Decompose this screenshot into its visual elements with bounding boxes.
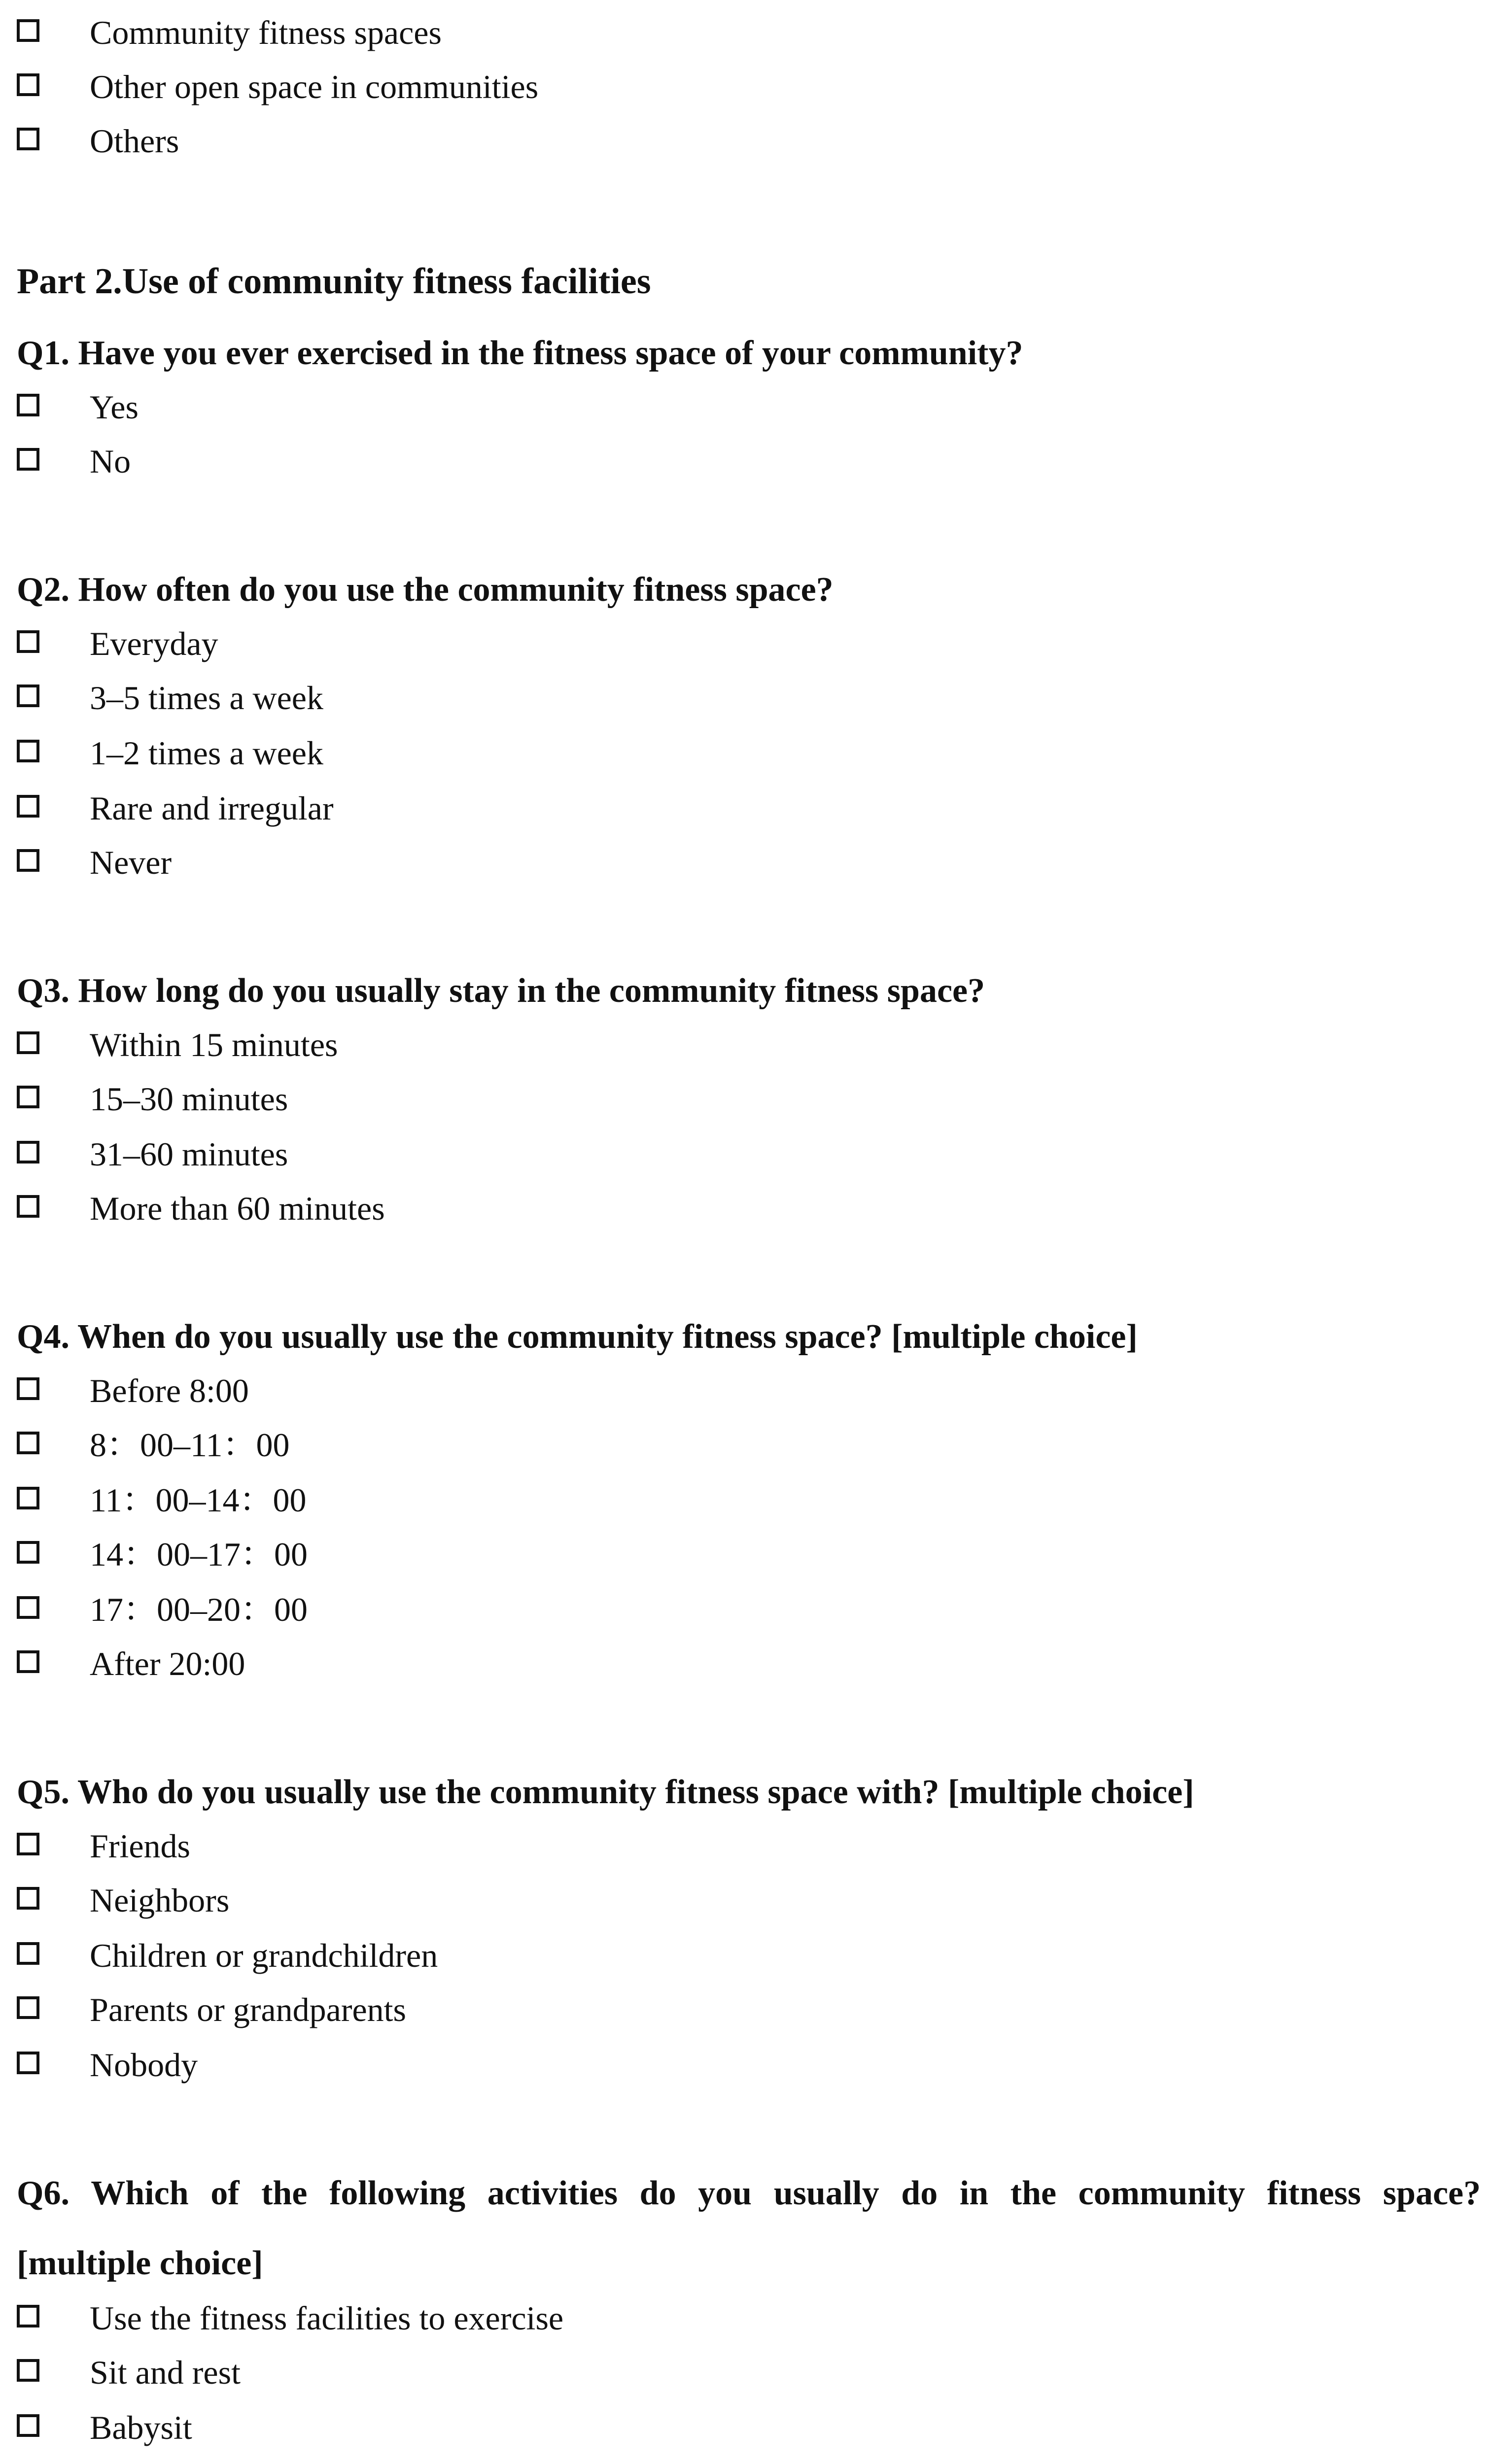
q2-question: Q2. How often do you use the community fitness space? <box>17 571 834 609</box>
checkbox[interactable] <box>17 1942 39 1965</box>
option-label: 1–2 times a week <box>90 734 323 772</box>
checkbox[interactable] <box>17 1487 39 1509</box>
q5-question: Q5. Who do you usually use the community fitness space with? [multiple choice] <box>17 1773 1194 1811</box>
checkbox[interactable] <box>17 1086 39 1108</box>
checkbox[interactable] <box>17 1031 39 1054</box>
option-label: Babysit <box>90 2409 192 2446</box>
option-label: 15–30 minutes <box>90 1080 288 1118</box>
checkbox[interactable] <box>17 1377 39 1400</box>
option-label: Others <box>90 122 179 160</box>
q3-question: Q3. How long do you usually stay in the community fitness space? <box>17 972 985 1010</box>
option-label: Sit and rest <box>90 2354 241 2391</box>
checkbox[interactable] <box>17 2305 39 2327</box>
checkbox[interactable] <box>17 1141 39 1164</box>
option-label: 17：00–20：00 <box>90 1591 308 1628</box>
option-label: Everyday <box>90 625 218 662</box>
checkbox[interactable] <box>17 448 39 471</box>
checkbox[interactable] <box>17 849 39 872</box>
checkbox[interactable] <box>17 394 39 416</box>
checkbox[interactable] <box>17 1432 39 1454</box>
checkbox[interactable] <box>17 19 39 42</box>
checkbox[interactable] <box>17 2052 39 2074</box>
option-label: Friends <box>90 1827 190 1865</box>
option-label: Yes <box>90 388 139 426</box>
checkbox[interactable] <box>17 684 39 707</box>
checkbox[interactable] <box>17 1650 39 1673</box>
option-label: Parents or grandparents <box>90 1991 407 2028</box>
checkbox[interactable] <box>17 1195 39 1218</box>
checkbox[interactable] <box>17 2414 39 2437</box>
q1-question: Q1. Have you ever exercised in the fitness space of your community? <box>17 334 1023 372</box>
checkbox[interactable] <box>17 2359 39 2382</box>
option-label: After 20:00 <box>90 1645 245 1682</box>
option-label: Use the fitness facilities to exercise <box>90 2299 564 2337</box>
checkbox[interactable] <box>17 1541 39 1564</box>
q4-question: Q4. When do you usually use the community fitness space? [multiple choice] <box>17 1318 1138 1356</box>
option-label: Community fitness spaces <box>90 14 442 51</box>
option-label: No <box>90 443 131 480</box>
option-label: 3–5 times a week <box>90 679 323 717</box>
checkbox[interactable] <box>17 740 39 762</box>
checkbox[interactable] <box>17 1887 39 1910</box>
option-label: Neighbors <box>90 1882 230 1919</box>
checkbox[interactable] <box>17 795 39 818</box>
option-label: Nobody <box>90 2046 198 2084</box>
checkbox[interactable] <box>17 1996 39 2019</box>
option-label: Within 15 minutes <box>90 1026 338 1063</box>
checkbox[interactable] <box>17 128 39 150</box>
option-label: Rare and irregular <box>90 789 334 827</box>
part-2-title: Part 2.Use of community fitness facilities <box>17 261 651 302</box>
checkbox[interactable] <box>17 1833 39 1855</box>
option-label: Other open space in communities <box>90 68 539 105</box>
option-label: 11：00–14：00 <box>90 1481 307 1519</box>
checkbox[interactable] <box>17 73 39 96</box>
option-label: Never <box>90 844 172 881</box>
q6-question-line2: [multiple choice] <box>17 2244 263 2282</box>
option-label: 31–60 minutes <box>90 1135 288 1173</box>
option-label: Before 8:00 <box>90 1372 249 1409</box>
checkbox[interactable] <box>17 1596 39 1619</box>
q6-question-line1: Q6. Which of the following activities do you usually do in the community fitness space? <box>17 2174 1481 2212</box>
option-label: 14：00–17：00 <box>90 1536 308 1573</box>
option-label: More than 60 minutes <box>90 1190 385 1227</box>
option-label: 8：00–11：00 <box>90 1426 290 1464</box>
option-label: Children or grandchildren <box>90 1937 438 1974</box>
checkbox[interactable] <box>17 630 39 653</box>
